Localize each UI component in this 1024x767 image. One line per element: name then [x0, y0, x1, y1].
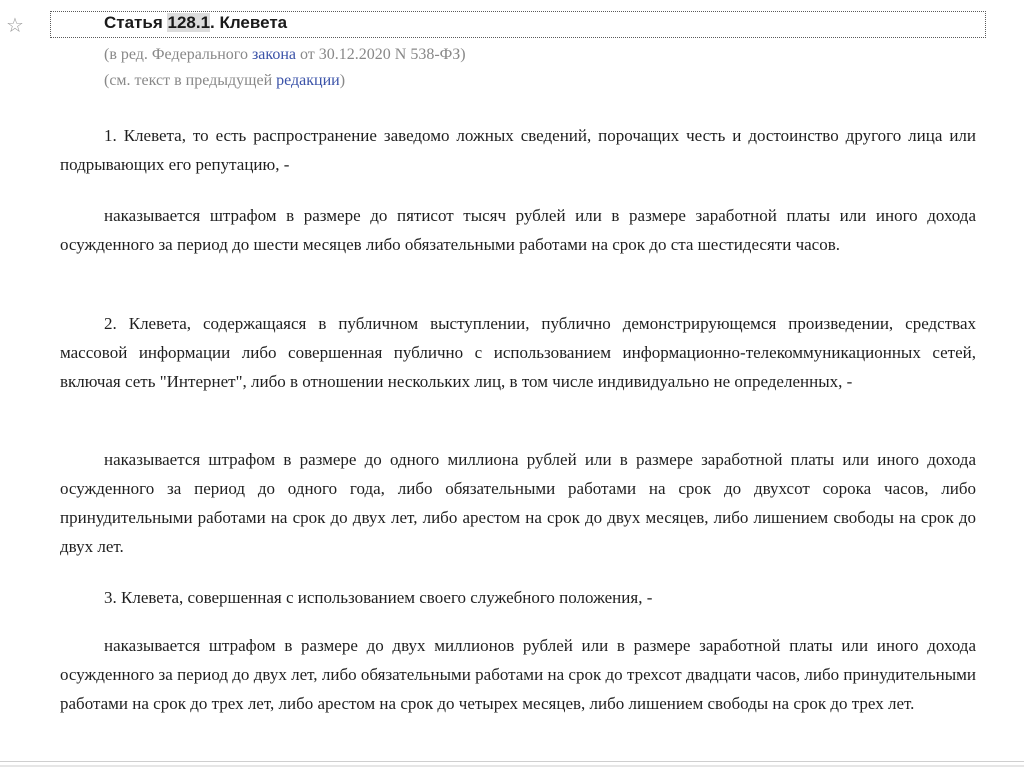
- paragraph-2: 2. Клевета, содержащаяся в публичном выступлении, публично демонстрирующемся произведении, средствах массовой информации либо совершенная публично с использованием информационно-телекоммуникационных сетей, включая сеть "Интернет", либо в отношении нескольких лиц, в том числе индивидуально не определенных, -: [60, 314, 976, 391]
- article-title: Статья 128.1. Клевета: [104, 13, 288, 32]
- paragraph-3: 3. Клевета, совершенная с использованием своего служебного положения, -: [104, 588, 653, 607]
- penalty-2: наказывается штрафом в размере до одного миллиона рублей или в размере заработной платы или иного дохода осужденного за период до одного года, либо обязательными работами на срок до двухсот сорока часов, либо принудительными работами на срок до двух лет, либо арестом на срок до двух месяцев, либо лишением свободы на срок до двух лет.: [60, 450, 976, 556]
- law-link[interactable]: закона: [251, 46, 296, 63]
- article-number: 128.1: [167, 13, 211, 32]
- penalty-1: наказывается штрафом в размере до пятисот тысяч рублей или в размере заработной платы или иного дохода осужденного за период до шести месяцев либо обязательными работами на срок до ста шестидесяти часов.: [60, 206, 976, 254]
- penalty-3: наказывается штрафом в размере до двух миллионов рублей или в размере заработной платы или иного дохода осужденного за период до двух лет, либо обязательными работами на срок до трехсот двадцати часов, либо принудительными работами на срок до трех лет, либо арестом на срок до четырех месяцев, либо лишением свободы на срок до трех лет.: [60, 636, 976, 713]
- previous-edition-note: (см. текст в предыдущей редакции): [104, 72, 346, 89]
- edition-link[interactable]: редакции: [276, 72, 340, 89]
- edition-note: (в ред. Федерального закона от 30.12.2020 N 538-ФЗ): [104, 46, 466, 63]
- star-icon[interactable]: ☆: [6, 13, 24, 37]
- paragraph-1: 1. Клевета, то есть распространение заведомо ложных сведений, порочащих честь и достоинство другого лица или подрывающих его репутацию, -: [60, 126, 976, 174]
- divider: [0, 761, 1024, 762]
